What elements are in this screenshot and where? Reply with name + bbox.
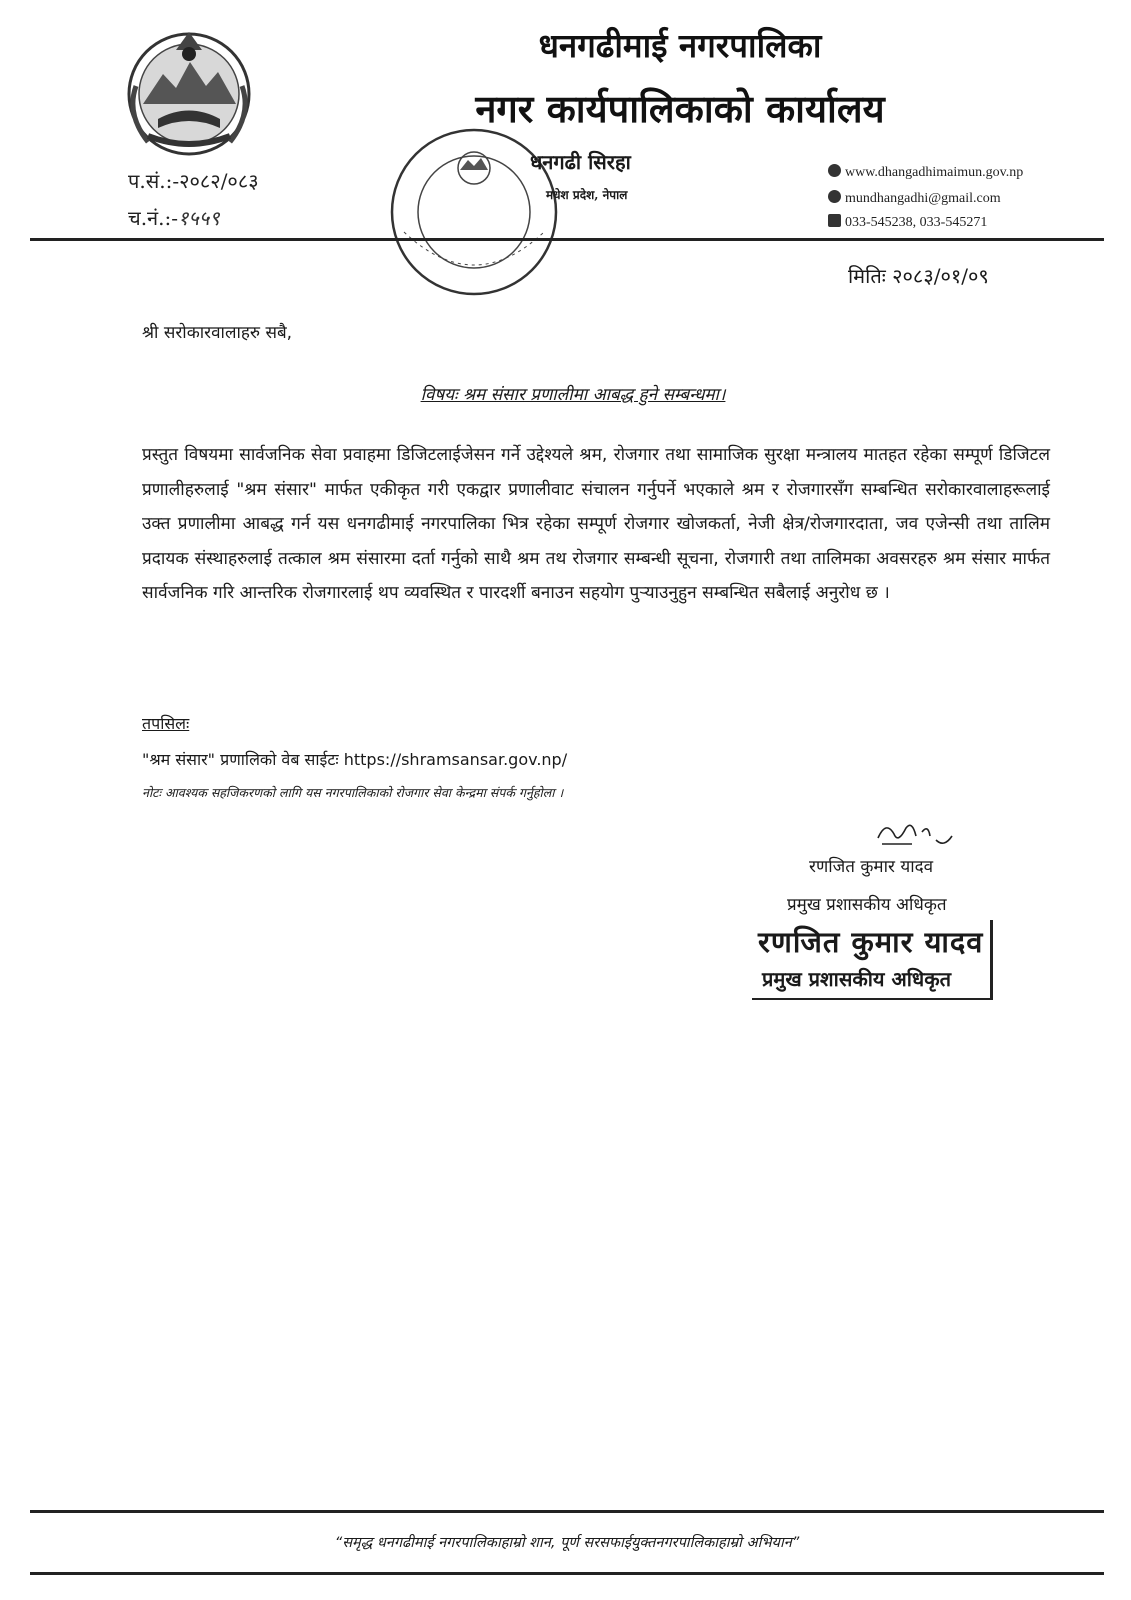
letter-date: मितिः २०८३/०१/०९ bbox=[848, 264, 989, 288]
phone-text: 033-545238, 033-545271 bbox=[845, 215, 988, 230]
office-location: धनगढी सिरहा bbox=[530, 150, 631, 174]
footer-slogan: “समृद्ध धनगढीमाई नगरपालिकाहाम्रो शान, पूर्ण सरसफाईयुक्तनगरपालिकाहाम्रो अभियान” bbox=[334, 1535, 800, 1551]
office-name: नगर कार्यपालिकाको कार्यालय bbox=[475, 86, 885, 131]
website-text: www.dhangadhimaimun.gov.np bbox=[845, 165, 1024, 180]
stamp-title: प्रमुख प्रशासकीय अधिकृत bbox=[762, 967, 951, 991]
dispatch-number bbox=[128, 204, 220, 231]
handwritten-signature bbox=[872, 814, 962, 858]
email-icon bbox=[828, 190, 841, 203]
email-text: mundhangadhi@gmail.com bbox=[845, 191, 1001, 206]
annex-website-line: "श्रम संसार" प्रणालिको वेब साईटः https://shramsansar.gov.np/ bbox=[142, 750, 568, 769]
footer-divider-bottom bbox=[30, 1572, 1104, 1575]
letter-body: प्रस्तुत विषयमा सार्वजनिक सेवा प्रवाहमा डिजिटलाईजेसन गर्ने उद्देश्यले श्रम, रोजगार तथा सामाजिक सुरक्षा मन्त्रालय मातहत रहेका सम्पूर्ण डिजिटल प्रणालीहरुलाई "श्रम संसार" मार्फत एकीकृत गरी एकद्वार प्रणालीवाट संचालन गर्नुपर्ने भएकाले श्रम र रोजगारसँग सम्बन्धित सरोकारवालाहरूलाई उक्त प्रणालीमा आबद्ध गर्न यस धनगढीमाई नगरपालिका भित्र रहेका सम्पूर्ण रोजगार खोजकर्ता, नेजी क्षेत्र/रोजगारदाता, जव एजेन्सी तथा तालिम प्रदायक संस्थाहरुलाई तत्काल श्रम संसारमा दर्ता गर्नुको साथै श्रम तथ रोजगार सम्बन्धी सूचना, रोजगारी तथा तालिमका अवसरहरु श्रम संसार मार्फत सार्वजनिक गरि आन्तरिक रोजगारलाई थप व्यवस्थित र पारदर्शी बनाउन सहयोग पुर्‍याउनुहुन सम्बन्धित सबैलाई अनुरोध छ । bbox=[142, 445, 1050, 603]
header-divider bbox=[30, 238, 1104, 241]
contact-phone bbox=[828, 214, 987, 231]
nepal-government-emblem-icon bbox=[118, 24, 260, 160]
contact-website bbox=[828, 164, 1023, 181]
footer-divider-top bbox=[30, 1510, 1104, 1513]
signatory-title: प्रमुख प्रशासकीय अधिकृत bbox=[787, 895, 947, 915]
reference-number: प.सं.:-२०८२/०८३ bbox=[128, 169, 259, 193]
office-province: मधेश प्रदेश, नेपाल bbox=[546, 188, 628, 202]
contact-email bbox=[828, 190, 1001, 207]
salutation: श्री सरोकारवालाहरु सबै, bbox=[142, 323, 293, 343]
annex-label: तपसिलः bbox=[142, 714, 190, 733]
subject-line: विषयः श्रम संसार प्रणालीमा आबद्ध हुने सम्बन्धमा। bbox=[420, 385, 726, 405]
dispatch-handwritten-number: १५५९ bbox=[178, 206, 220, 230]
dispatch-label: च.नं.:- bbox=[128, 206, 179, 230]
org-name: धनगढीमाई नगरपालिका bbox=[538, 26, 822, 65]
globe-icon bbox=[828, 164, 841, 177]
phone-icon bbox=[828, 214, 841, 227]
signatory-name: रणजित कुमार यादव bbox=[809, 857, 934, 877]
annex-note: नोटः आवश्यक सहजिकरणको लागि यस नगरपालिकाको रोजगार सेवा केन्द्रमा संपर्क गर्नुहोला । bbox=[142, 785, 564, 800]
stamp-name: रणजित कुमार यादव bbox=[758, 925, 984, 959]
